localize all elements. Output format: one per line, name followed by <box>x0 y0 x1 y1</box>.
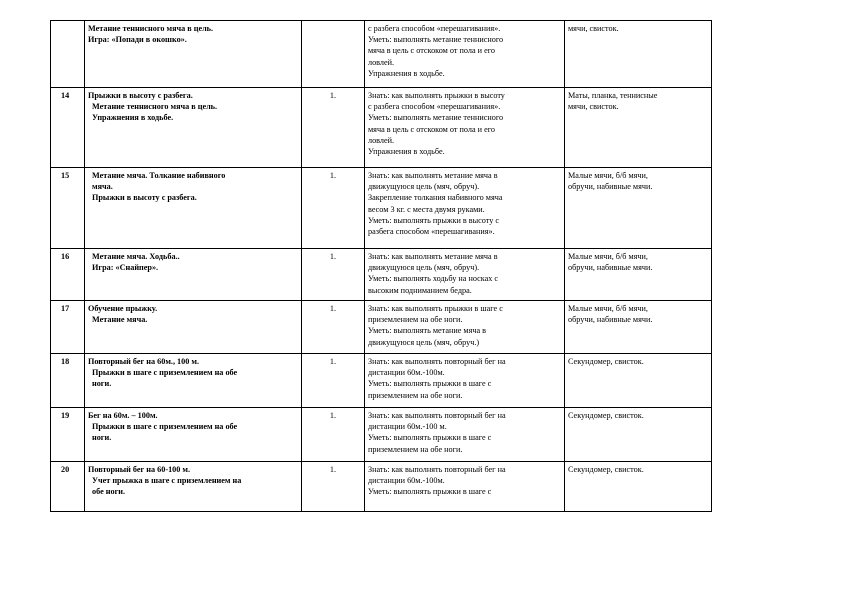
row-number <box>51 88 85 168</box>
lesson-hours <box>302 21 365 88</box>
cell-line: 1. <box>329 171 337 180</box>
table-row <box>51 354 712 408</box>
lesson-content <box>365 462 565 512</box>
lesson-hours <box>302 354 365 408</box>
lesson-topic <box>85 88 302 168</box>
cell-line: Учет прыжка в шаге с приземлением на <box>92 476 242 486</box>
cell-line: Метание мяча. Ходьба.. <box>92 252 180 261</box>
cell-line: высоким подниманием бедра. <box>368 285 472 295</box>
cell-line: обручи, набивные мячи. <box>568 182 653 192</box>
cell-line: мяча в цель с отскоком от пола и его <box>368 46 495 56</box>
row-number <box>51 354 85 408</box>
lesson-equipment <box>565 168 712 249</box>
lesson-topic <box>85 408 302 462</box>
lesson-equipment <box>565 408 712 462</box>
cell-line: 1. <box>329 252 337 261</box>
cell-line: Закрепление толкания набивного мяча <box>368 193 503 203</box>
cell-line: обе ноги. <box>92 487 126 497</box>
cell-line: дистанции 60м.-100м. <box>368 368 445 378</box>
lesson-content <box>365 21 565 88</box>
cell-line: Уметь: выполнять метание теннисного <box>368 113 504 123</box>
lesson-content <box>365 301 565 354</box>
cell-line: 18 <box>61 357 70 366</box>
cell-line: приземлением на обе ноги. <box>368 444 463 454</box>
lesson-plan-table <box>50 20 712 512</box>
row-number <box>51 21 85 88</box>
cell-line: с разбега способом «перешагивания». <box>368 24 501 33</box>
lesson-topic <box>85 301 302 354</box>
row-number <box>51 249 85 301</box>
cell-line: Уметь: выполнять метание теннисного <box>368 35 504 45</box>
cell-line: Уметь: выполнять прыжки в высоту с <box>368 215 500 225</box>
cell-line: обручи, набивные мячи. <box>568 263 653 273</box>
cell-line: Знать: как выполнять метание мяча в <box>368 171 498 180</box>
cell-line: Знать: как выполнять метание мяча в <box>368 252 498 261</box>
cell-line: Метание мяча. <box>92 315 148 325</box>
cell-line: 1. <box>329 91 337 100</box>
cell-line: Прыжки в высоту с разбега. <box>92 193 197 203</box>
cell-line: Обучение прыжку. <box>88 304 158 313</box>
lesson-hours <box>302 408 365 462</box>
row-number <box>51 301 85 354</box>
cell-line: Упражнения в ходьбе. <box>368 147 445 157</box>
cell-line: ловлей. <box>368 135 395 145</box>
cell-line: 19 <box>61 411 70 420</box>
lesson-hours <box>302 88 365 168</box>
cell-line: ноги. <box>92 433 112 443</box>
cell-line: 15 <box>61 171 70 180</box>
cell-line: мяча в цель с отскоком от пола и его <box>368 124 495 134</box>
cell-line: Уметь: выполнять прыжки в шаге с <box>368 379 492 389</box>
cell-line: Прыжки в шаге с приземлением на обе <box>92 422 238 432</box>
lesson-hours <box>302 462 365 512</box>
lesson-topic <box>85 249 302 301</box>
cell-line: Метание теннисного мяча в цель. <box>88 24 214 33</box>
cell-line: Повторный бег на 60м., 100 м. <box>88 357 200 366</box>
cell-line: ловлей. <box>368 57 395 67</box>
cell-line: 1. <box>329 465 337 474</box>
lesson-topic <box>85 21 302 88</box>
lesson-content <box>365 168 565 249</box>
cell-line: мячи, свисток. <box>568 24 619 33</box>
cell-line: мячи, свисток. <box>568 102 619 112</box>
cell-line: Бег на 60м. – 100м. <box>88 411 158 420</box>
row-number <box>51 408 85 462</box>
cell-line: Игра: «Снайпер». <box>92 263 159 273</box>
cell-line: ноги. <box>92 379 112 389</box>
cell-line: Игра: «Попади в окошко». <box>88 35 187 45</box>
cell-line: Знать: как выполнять повторный бег на <box>368 357 506 366</box>
lesson-equipment <box>565 301 712 354</box>
lesson-topic <box>85 462 302 512</box>
table-row <box>51 408 712 462</box>
cell-line: 1. <box>329 411 337 420</box>
lesson-content <box>365 354 565 408</box>
table-row <box>51 301 712 354</box>
lesson-equipment <box>565 462 712 512</box>
cell-line: 16 <box>61 252 70 261</box>
cell-line: Уметь: выполнять прыжки в шаге с <box>368 487 492 497</box>
cell-line: Малые мячи, б/б мячи, <box>568 252 648 261</box>
table-row <box>51 249 712 301</box>
cell-line: Метание теннисного мяча в цель. <box>92 102 218 112</box>
row-number <box>51 168 85 249</box>
cell-line: движущуюся цель (мяч, обруч). <box>368 182 480 192</box>
cell-line: Малые мячи, б/б мячи, <box>568 304 648 313</box>
cell-line: Уметь: выполнять прыжки в шаге с <box>368 433 492 443</box>
lesson-equipment <box>565 354 712 408</box>
cell-line: весом 3 кг. с места двумя руками. <box>368 204 485 214</box>
lesson-equipment <box>565 21 712 88</box>
lesson-hours <box>302 168 365 249</box>
cell-line: дистанции 60м.-100м. <box>368 476 445 486</box>
cell-line: Метание мяча. Толкание набивного <box>92 171 226 180</box>
cell-line: 1. <box>329 304 337 313</box>
cell-line: Уметь: выполнять метание мяча в <box>368 326 487 336</box>
cell-line: Знать: как выполнять прыжки в высоту <box>368 91 505 100</box>
cell-line: Уметь: выполнять ходьбу на носках с <box>368 274 499 284</box>
cell-line: Секундомер, свисток. <box>568 411 644 420</box>
cell-line: дистанции 60м.-100 м. <box>368 422 447 432</box>
cell-line: 20 <box>61 465 70 474</box>
lesson-topic <box>85 354 302 408</box>
cell-line: Знать: как выполнять повторный бег на <box>368 465 506 474</box>
lesson-hours <box>302 249 365 301</box>
cell-line: обручи, набивные мячи. <box>568 315 653 325</box>
cell-line: Повторный бег на 60-100 м. <box>88 465 191 474</box>
cell-line: 14 <box>61 91 70 100</box>
cell-line: движущуюся цель (мяч, обруч). <box>368 263 480 273</box>
cell-line: Прыжки в шаге с приземлением на обе <box>92 368 238 378</box>
cell-line: Знать: как выполнять повторный бег на <box>368 411 506 420</box>
lesson-content <box>365 88 565 168</box>
cell-line: Секундомер, свисток. <box>568 357 644 366</box>
lesson-equipment <box>565 249 712 301</box>
lesson-topic <box>85 168 302 249</box>
cell-line: мяча. <box>92 182 113 192</box>
cell-line: движущуюся цель (мяч, обруч.) <box>368 337 480 347</box>
lesson-hours <box>302 301 365 354</box>
cell-line: Секундомер, свисток. <box>568 465 644 474</box>
lesson-content <box>365 249 565 301</box>
cell-line: Упражнения в ходьбе. <box>92 113 174 123</box>
table-row <box>51 88 712 168</box>
cell-line: Малые мячи, б/б мячи, <box>568 171 648 180</box>
table-row <box>51 21 712 88</box>
cell-line: Прыжки в высоту с разбега. <box>88 91 193 100</box>
table-row <box>51 462 712 512</box>
cell-line: приземлением на обе ноги. <box>368 315 463 325</box>
cell-line: с разбега способом «перешагивания». <box>368 102 501 112</box>
cell-line: Упражнения в ходьбе. <box>368 68 445 78</box>
cell-line: 17 <box>61 304 70 313</box>
cell-line: 1. <box>329 357 337 366</box>
cell-line: Маты, планка, теннисные <box>568 91 658 100</box>
lesson-content <box>365 408 565 462</box>
cell-line: Знать: как выполнять прыжки в шаге с <box>368 304 503 313</box>
lesson-equipment <box>565 88 712 168</box>
lesson-plan-body <box>51 21 712 512</box>
cell-line: приземлением на обе ноги. <box>368 390 463 400</box>
cell-line: разбега способом «перешагивания». <box>368 227 495 237</box>
row-number <box>51 462 85 512</box>
table-row <box>51 168 712 249</box>
